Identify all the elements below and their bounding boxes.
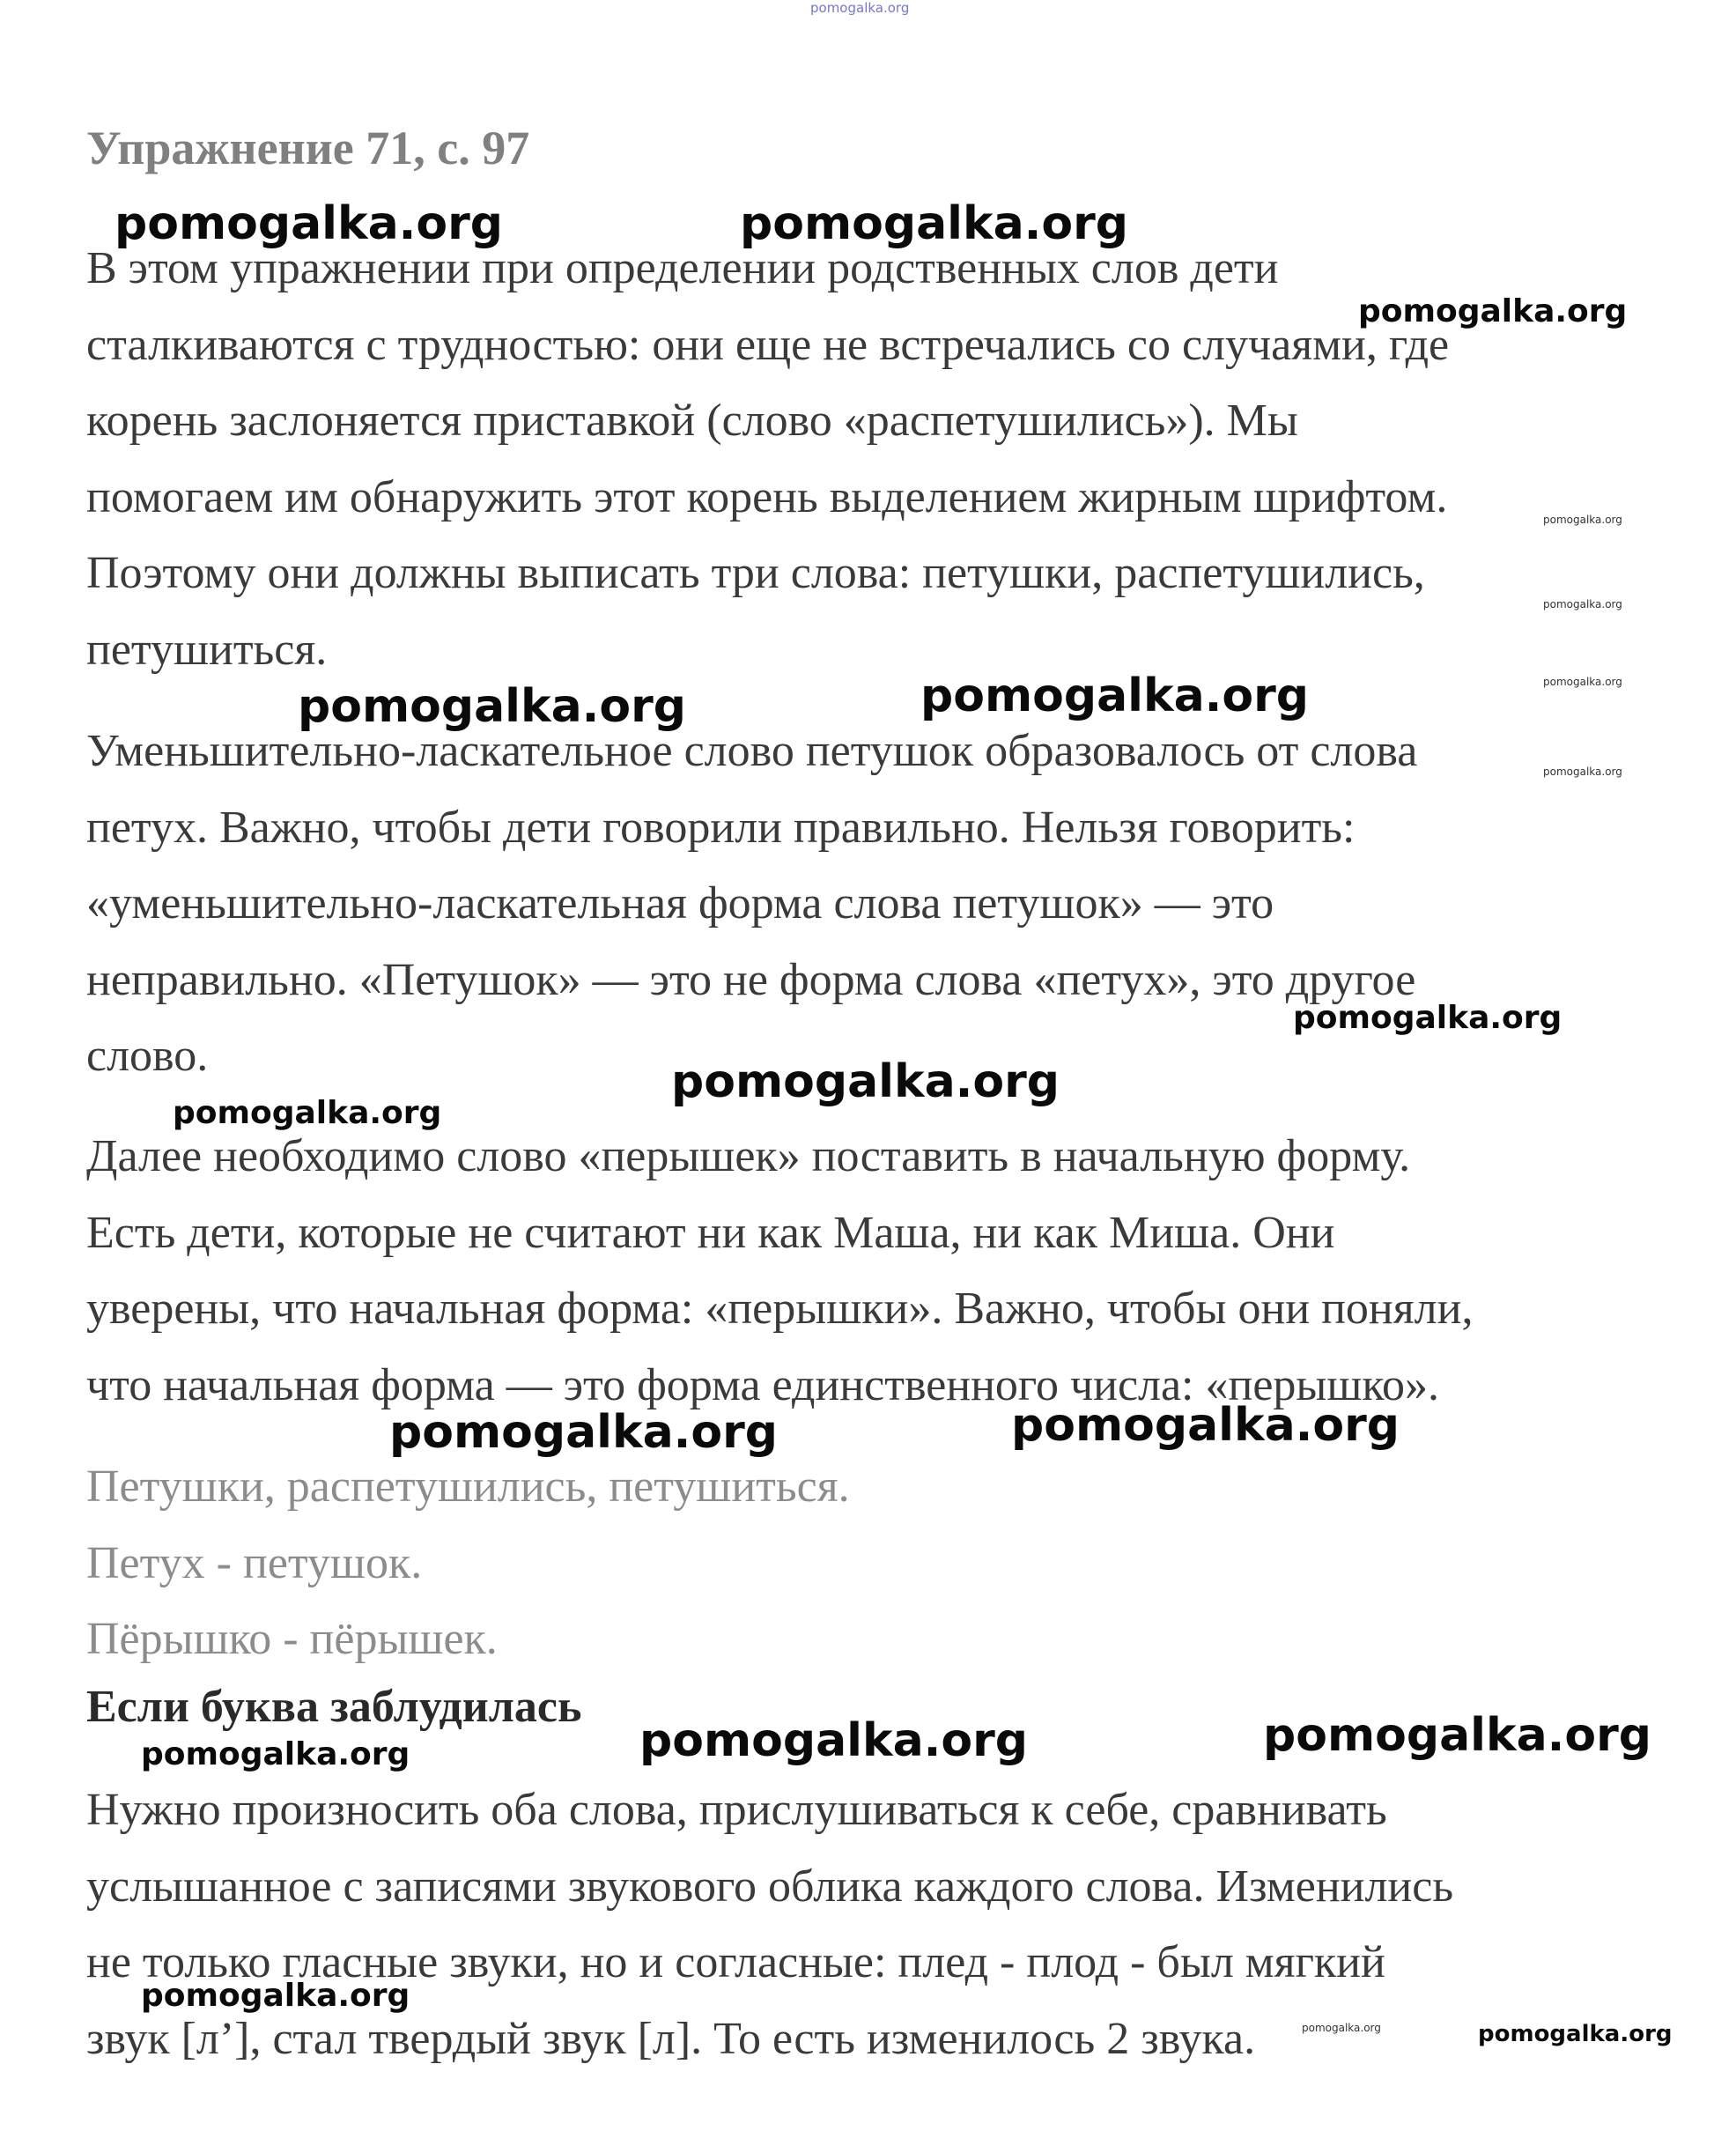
- paragraph-line: Нужно произносить оба слова, прислушиваться к себе, сравнивать: [86, 1785, 1387, 1835]
- watermark: pomogalka.org: [1293, 1000, 1562, 1036]
- watermark: pomogalka.org: [1543, 598, 1622, 610]
- watermark: pomogalka.org: [389, 1406, 779, 1459]
- answer-line-3: Пёрышко - пёрышек.: [86, 1614, 498, 1664]
- paragraph-line: не только гласные звуки, но и согласные: плед - плод - был мягкий: [86, 1937, 1385, 1987]
- watermark: pomogalka.org: [920, 670, 1310, 722]
- watermark: pomogalka.org: [115, 197, 504, 250]
- watermark: pomogalka.org: [639, 1714, 1029, 1767]
- paragraph-2: [86, 714, 1663, 1095]
- watermark: pomogalka.org: [1302, 2022, 1381, 2034]
- watermark: pomogalka.org: [1543, 766, 1622, 778]
- watermark: pomogalka.org: [1263, 1709, 1652, 1762]
- paragraph-line: уверены, что начальная форма: «перышки». Важно, чтобы они поняли,: [86, 1284, 1474, 1334]
- watermark: pomogalka.org: [1478, 2021, 1673, 2047]
- paragraph-line: Уменьшительно-ласкательное слово петушок образовалось от слова: [86, 726, 1418, 776]
- watermark: pomogalka.org: [1543, 676, 1622, 688]
- paragraph-line: Поэтому они должны выписать три слова: петушки, распетушились,: [86, 548, 1425, 598]
- paragraph-3: [86, 1119, 1663, 1424]
- watermark: pomogalka.org: [141, 1736, 410, 1772]
- answer-line-2: Петух - петушок.: [86, 1538, 423, 1588]
- section-heading: Если буква заблудилась: [86, 1682, 582, 1732]
- paragraph-line: звук [л’], стал твердый звук [л]. То есть изменилось 2 звука.: [86, 2013, 1256, 2064]
- paragraph-line: помогаем им обнаружить этот корень выделением жирным шрифтом.: [86, 471, 1448, 522]
- answer-line-1: Петушки, распетушились, петушиться.: [86, 1461, 850, 1512]
- paragraph-line: корень заслоняется приставкой (слово «распетушились»). Мы: [86, 396, 1298, 446]
- watermark: pomogalka.org: [298, 680, 687, 733]
- page-title: Упражнение 71, с. 97: [86, 122, 530, 174]
- watermark-top: pomogalka.org: [810, 0, 910, 16]
- paragraph-line: петушиться.: [86, 624, 328, 675]
- watermark: pomogalka.org: [671, 1055, 1060, 1108]
- watermark: pomogalka.org: [740, 197, 1129, 250]
- paragraph-line: Есть дети, которые не считают ни как Маша, ни как Миша. Они: [86, 1207, 1335, 1258]
- watermark: pomogalka.org: [141, 1978, 410, 2014]
- watermark: pomogalka.org: [1011, 1399, 1400, 1452]
- paragraph-line: услышанное с записями звукового облика каждого слова. Изменились: [86, 1861, 1454, 1912]
- watermark: pomogalka.org: [173, 1095, 442, 1131]
- paragraph-line: сталкиваются с трудностью: они еще не встречались со случаями, где: [86, 319, 1450, 370]
- paragraph-line: «уменьшительно-ласкательная форма слова петушок» — это: [86, 878, 1274, 929]
- paragraph-line: что начальная форма — это форма единственного числа: «перышко».: [86, 1359, 1440, 1410]
- paragraph-line: Далее необходимо слово «перышек» поставить в начальную форму.: [86, 1131, 1411, 1181]
- paragraph-line: слово.: [86, 1031, 209, 1081]
- paragraph-line: петух. Важно, чтобы дети говорили правильно. Нельзя говорить:: [86, 802, 1356, 853]
- watermark: pomogalka.org: [1543, 514, 1622, 526]
- paragraph-line: неправильно. «Петушок» — это не форма слова «петух», это другое: [86, 954, 1416, 1005]
- paragraph-line: В этом упражнении при определении родственных слов дети: [86, 243, 1279, 293]
- section-paragraph: [86, 1772, 1663, 2077]
- watermark: pomogalka.org: [1358, 293, 1628, 329]
